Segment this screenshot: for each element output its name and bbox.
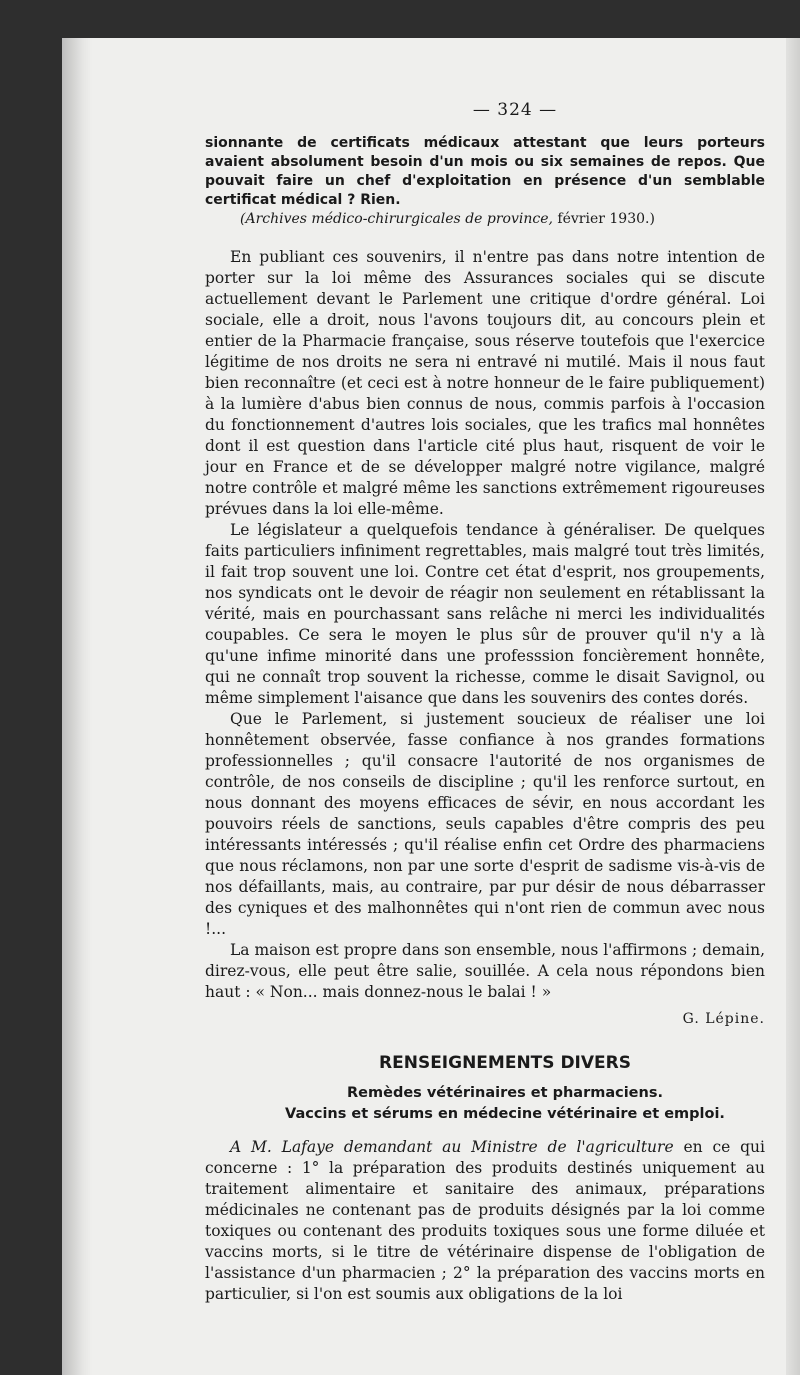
paragraph-1: En publiant ces souvenirs, il n'entre pas dans notre intention de porter sur la loi même des Assurances sociales qui se discute actuellement devant le Parlement une critique d'ordre général. Loi sociale, elle a droit, nous l'avons toujours dit, au concours plein et entier de la Pharmacie française, sous réserve toutefois que l'exercice légitime de nos droits ne sera ni entravé ni mutilé. Mais il nous faut bien reconnaître (et ceci est à notre honneur de le faire publiquement) à la lumière d'abus bien connus de nous, commis parfois à l'occasion du fonctionnement d'autres lois sociales, que les trafics mal honnêtes dont il est question dans l'article cité plus haut, risquent de voir le jour en France et de se développer malgré notre vigilance, malgré notre contrôle et malgré même les sanctions extrêmement rigoureuses prévues dans la loi elle-même. bbox=[205, 248, 765, 518]
final-paragraph bbox=[205, 1137, 765, 1305]
final-text: en ce qui concerne : 1° la préparation des produits destinés uniquement au traitement alimentaire et sanitaire des animaux, préparations médicinales ne contenant pas de produits désignés par la loi comme toxiques ou contenant des produits toxiques sous une forme diluée et vaccins morts, si le titre de vétérinaire dispense de l'obligation de l'assistance d'un pharmacien ; 2° la préparation des vaccins morts en particulier, si l'on est soumis aux obligations de la loi bbox=[205, 1138, 765, 1303]
paragraph-4: La maison est propre dans son ensemble, nous l'affirmons ; demain, direz-vous, elle peut être salie, souillée. A cela nous répondons bien haut : « Non... mais donnez-nous le balai ! » bbox=[205, 941, 765, 1001]
subtitle-line-1: Remèdes vétérinaires et pharmaciens. bbox=[347, 1085, 663, 1101]
author-signature: G. Lépine. bbox=[682, 1011, 765, 1027]
page-right-margin bbox=[786, 38, 800, 1375]
quote-text: sionnante de certificats médicaux attestant que leurs porteurs avaient absolument besoin d'un mois ou six semaines de repos. Que pouvait faire un chef d'exploitation en présence d'un semblable certificat médical ? Rien. bbox=[205, 135, 765, 208]
quote-source-date: février 1930.) bbox=[557, 211, 655, 227]
page-edge-shadow bbox=[62, 38, 92, 1375]
section-title: RENSEIGNEMENTS DIVERS bbox=[379, 1053, 631, 1073]
subtitle-line-2: Vaccins et sérums en médecine vétérinaire et emploi. bbox=[285, 1106, 725, 1122]
final-italic-lead: A M. Lafaye demandant au Ministre de l'agriculture bbox=[230, 1138, 674, 1156]
section-subtitle bbox=[245, 1083, 765, 1125]
paragraph-2: Le législateur a quelquefois tendance à généraliser. De quelques faits particuliers infiniment regrettables, mais malgré tout très limités, il fait trop souvent une loi. Contre cet état d'esprit, nos groupements, nos syndicats ont le devoir de réagir non seulement en rétablissant la vérité, mais en pourchassant sans relâche ni merci les individualités coupables. Ce sera le moyen le plus sûr de prouver qu'il n'y a là qu'une infime minorité dans une professsion foncièrement honnête, qui ne connaît trop souvent la richesse, comme le disait Savignol, ou même simplement l'aisance que dans les souvenirs des contes dorés. bbox=[205, 521, 765, 707]
page-number: — 324 — bbox=[472, 100, 558, 120]
quote-source-title: (Archives médico-chirurgicales de province, bbox=[240, 211, 553, 227]
quote-source bbox=[205, 210, 765, 229]
article-body bbox=[205, 247, 765, 1003]
paragraph-3: Que le Parlement, si justement soucieux de réaliser une loi honnêtement observée, fasse confiance à nos grandes formations professionnelles ; qu'il consacre l'autorité de nos organismes de contrôle, de nos conseils de discipline ; qu'il les renforce surtout, en nous donnant des moyens efficaces de sévir, en nous accordant les pouvoirs réels de sanctions, seuls capables d'être compris des peu intéressants intéressés ; qu'il réalise enfin cet Ordre des pharmaciens que nous réclamons, non par une sorte d'esprit de sadisme vis-à-vis de nos défaillants, mais, au contraire, par pur désir de nous débarrasser des cyniques et des malhonnêtes qui n'ont rien de commun avec nous !... bbox=[205, 710, 765, 938]
quoted-excerpt bbox=[205, 134, 765, 229]
question-paragraph bbox=[205, 1137, 765, 1305]
page-content bbox=[205, 100, 765, 1305]
